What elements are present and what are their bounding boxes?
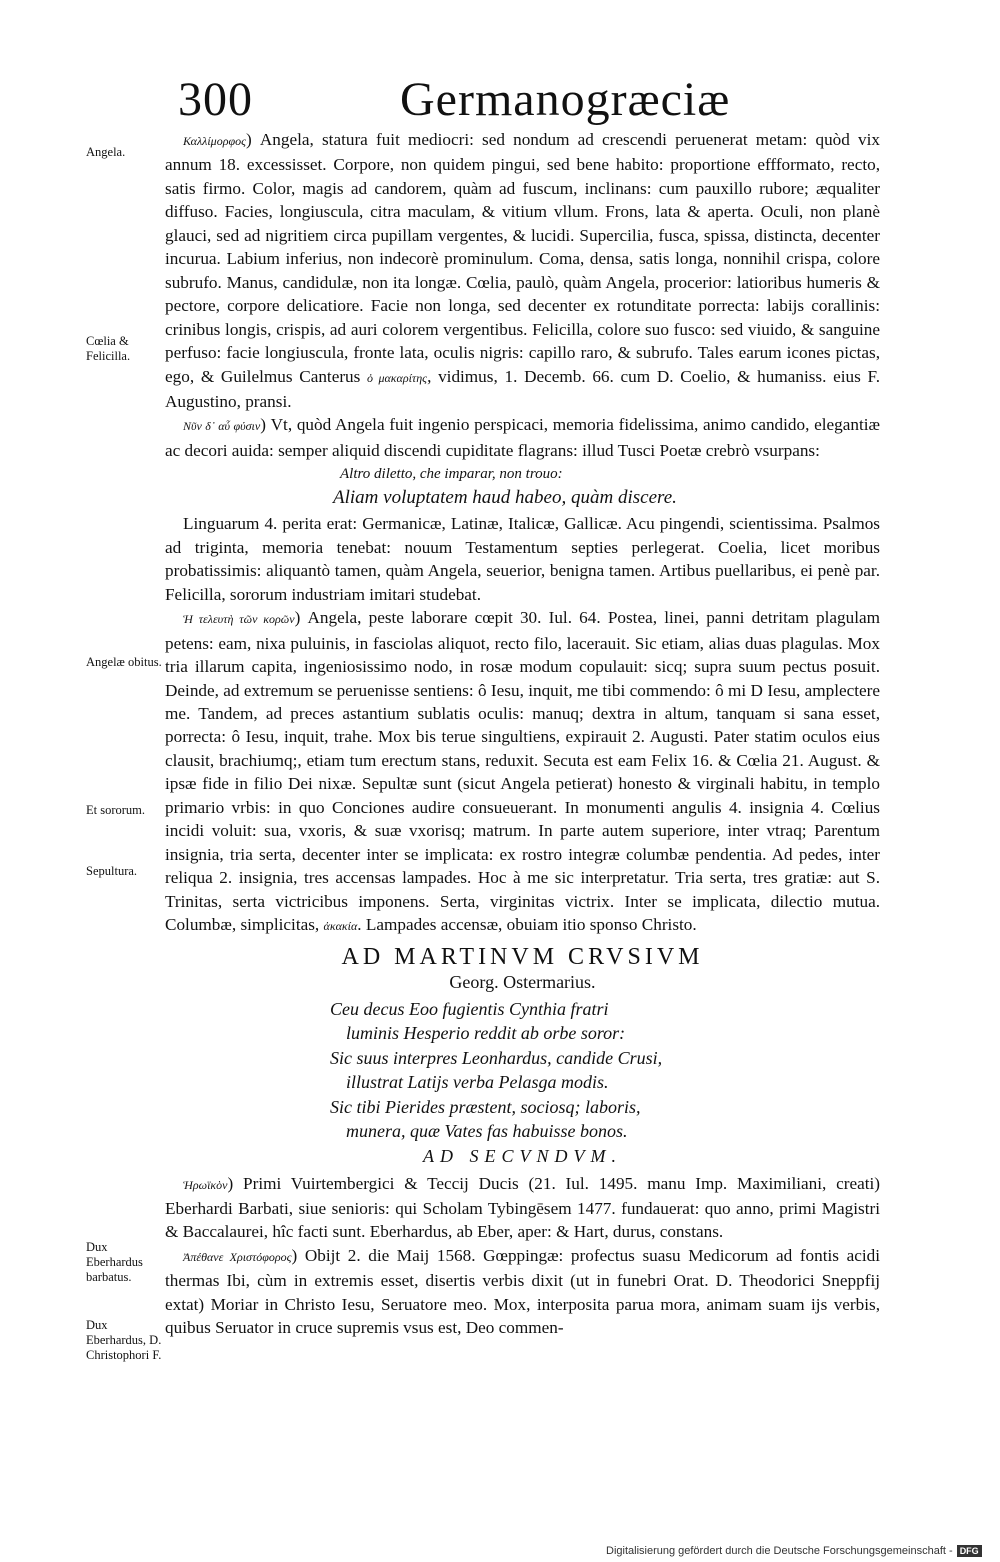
digitization-footer: [606, 1545, 982, 1557]
paragraph-1: Καλλίμορφος) Angela, statura fuit mediocri: sed nondum ad crescendi peruenerat metam: quòd vix annum 18. excessisset. Corpore, non quidem pingui, sed bene habito: proportione effformato, recto, satis firmo. Color, magis ad candorem, quàm ad fuscum, inclinans: cum pauxillo rubore; æqualiter diffuso. Facies, longiuscula, citra maculam, & vitium vllum. Frons, lata & aperta. Oculi, non planè glauci, sed ad nigritiem circa pupillam vergentes, & lucidi. Supercilia, fusca, spissa, distincta, decenter incurua. Labium inferius, non indecorè prominulum. Coma, densa, satis longa, nonnihil crispa, colore subrufo. Manus, candidulæ, non ita longæ. Cœlia, paulò, quàm Angela, procerior: latioribus humeris & pectore, corpore delicatiore. Facie non longa, sed decenter ex rotunditate porrecta: labijs corallinis: crinibus longis, crispis, ad auri colorem vergentibus. Felicilla, colore suo fusco: sed viuido, & sanguine perfuso: facie longiuscula, fronte lata, oculis nigris: capillo raro, & subrufo. Tales earum icones pictas, ego, & Guilelmus Canterus ὁ μακαρίτης, vidimus, 1. Decemb. 66. cum D. Coelio, & humaniss. eius F. Augustino, pransi.: [165, 130, 880, 411]
margin-note-eberhardus-christophori: Dux Eberhardus, D. Christophori F.: [86, 1318, 162, 1362]
poem-line: Ceu decus Eoo fugientis Cynthia fratri: [330, 998, 609, 1019]
poem-line: luminis Hesperio reddit ab orbe soror:: [346, 1023, 626, 1043]
poem-author: Georg. Ostermarius.: [449, 971, 596, 992]
paragraph-5: Ἡρωϊκὸν) Primi Vuirtembergici & Teccij Ducis (21. Iul. 1495. manu Imp. Maximiliani, creati) Eberhardi Barbati, siue senioris: qui Scholam Tybingēsem 1477. fundauerat: quo anno, primi Magistri & Baccalaurei, hîc facti sunt. Eberhardus, ab Eber, aper: & Hart, durus, constans.: [165, 1173, 880, 1242]
paragraph-4: Ἡ τελευτὴ τῶν κορῶν) Angela, peste laborare cœpit 30. Iul. 64. Postea, linei, panni detritam plagulam petens: eam, nixa puluinis, in fasciolas aliquot, recto filo, lacerauit. Sic etiam, alias duas plagulas. Mox tria illarum capita, ingeniosissimo nodo, in rosæ modum copulauit: sicq; supra suum pectus posuit. Deinde, ad extremum se peruenisse sentiens: ô Iesu, inquit, me tibi commendo: ô mi D Iesu, amplectere me. Tandem, ad preces astantium sublatis oculis: manuq; dextra in altum, tanquam si sana esset, porrecta: ô Iesu, inquit, trahe. Mox bis terue singultiens, expirauit 2. Augusti. Pater statim oculos eius clausit, brachiumq;, etiam tum erectum stans, reduxit. Secuta est eam Felix 16. & Cœlia 21. August. & ipsæ fide in filio Dei nixæ. Sepultæ sunt (sicut Angela petierat) honesto & virginali habitu, in templo primario vrbis: in quo Conciones audire consueuerant. In monumenti angulis 4. insignia 4. Cœlius incidi voluit: sua, vxoris, & suæ vxorisq; matrum. In parte autem superiore, inter vtraq; Parentum insignia, tria serta, decenter inter se implicata: ex rostro integræ columbæ pendentia. Ad pedes, inter reliqua 2. insignia, tres accensas lampades. Hoc à me sic interpretatur. Tria serta, tres gratiæ: aut S. Trinitas, serta victricibus imponens. Serta, virginitas victrix. Inter se implicata, dilectio mutua. Columbæ, simplicitas, ἀκακία. Lampades accensæ, obuiam itio sponso Christo.: [165, 608, 880, 935]
footer-text: Digitalisierung gefördert durch die Deutsche Forschungsgemeinschaft -: [606, 1545, 953, 1557]
page-number: 300: [178, 73, 253, 126]
greek-lemma: ὁ μακαρίτης: [367, 370, 428, 385]
margin-note-angelae-obitus: Angelæ obitus.: [86, 655, 162, 669]
poem-line: illustrat Latijs verba Pelasga modis.: [346, 1072, 609, 1092]
greek-lemma: ἀκακία: [323, 919, 358, 934]
margin-note-angela: Angela.: [86, 145, 126, 159]
margin-note-coelia: Cœlia & Felicilla.: [86, 334, 131, 363]
greek-lemma: Καλλίμορφος: [183, 134, 246, 148]
poem-line: Sic suus interpres Leonhardus, candide Crusi,: [330, 1047, 663, 1068]
margin-note-sororum: Et sororum.: [86, 803, 146, 817]
poem-line: munera, quæ Vates fas habuisse bonos.: [346, 1121, 628, 1141]
verse-latin: Aliam voluptatem haud habeo, quàm discere.: [333, 487, 677, 509]
running-title: Germanogræciæ: [400, 73, 731, 126]
poem-line: Sic tibi Pierides præstent, sociosq; laboris,: [330, 1096, 641, 1117]
paragraph-2: Νῦν δ᾽ αὖ φύσιν) Vt, quòd Angela fuit ingenio perspicaci, memoria fidelissima, animo candido, elegantiæ ac decori auida: semper aliquid discendi cupiditate flagrans: illud Tusci Poetæ crebrò vsurpans:: [165, 415, 880, 460]
greek-lemma: Ἡρωϊκὸν: [183, 1177, 228, 1192]
margin-note-eberhardus-barbatus: Dux Eberhardus barbatus.: [86, 1240, 143, 1284]
poem-heading: AD MARTINVM CRVSIVM: [341, 943, 704, 970]
dfg-logo: DFG: [957, 1545, 982, 1557]
main-text: [165, 128, 880, 1340]
greek-lemma: Ἡ τελευτὴ τῶν κορῶν: [183, 612, 295, 627]
verse-italian: Altro diletto, che imparar, non trouo:: [340, 466, 563, 483]
greek-lemma: Ἀπέθανε Χριστόφορος: [183, 1249, 292, 1264]
section-heading: AD SECVNDVM.: [423, 1145, 622, 1166]
greek-lemma: Νῦν δ᾽ αὖ φύσιν: [183, 419, 261, 434]
poem: [165, 997, 880, 1144]
margin-note-sepultura: Sepultura.: [86, 864, 138, 878]
paragraph-3: Linguarum 4. perita erat: Germanicæ, Latinæ, Italicæ, Gallicæ. Acu pingendi, scientissima. Psalmos ad triginta, memoria tenebat: nouum Testamentum septies perlegerat. Coelia, licet moribus probatissimis: aliquantò tamen, quàm Angela, seuerior, benigna tamen. Artibus puellaribus, ei penè par. Felicilla, sororum industriam imitari studebat.: [165, 514, 880, 604]
paragraph-6: Ἀπέθανε Χριστόφορος) Obijt 2. die Maij 1568. Gœppingæ: profectus suasu Medicorum ad fontis acidi thermas Ibi, cùm in extremis esset, disertis verbis dixit (ut in funebri Orat. D. Theodorici Sneppfij extat) Moriar in Christo Iesu, Seruatore meo. Mox, interposita parua mora, animam suam ijs verbis, quibus Seruator in cruce supremis vsus est, Deo commen-: [165, 1245, 880, 1338]
